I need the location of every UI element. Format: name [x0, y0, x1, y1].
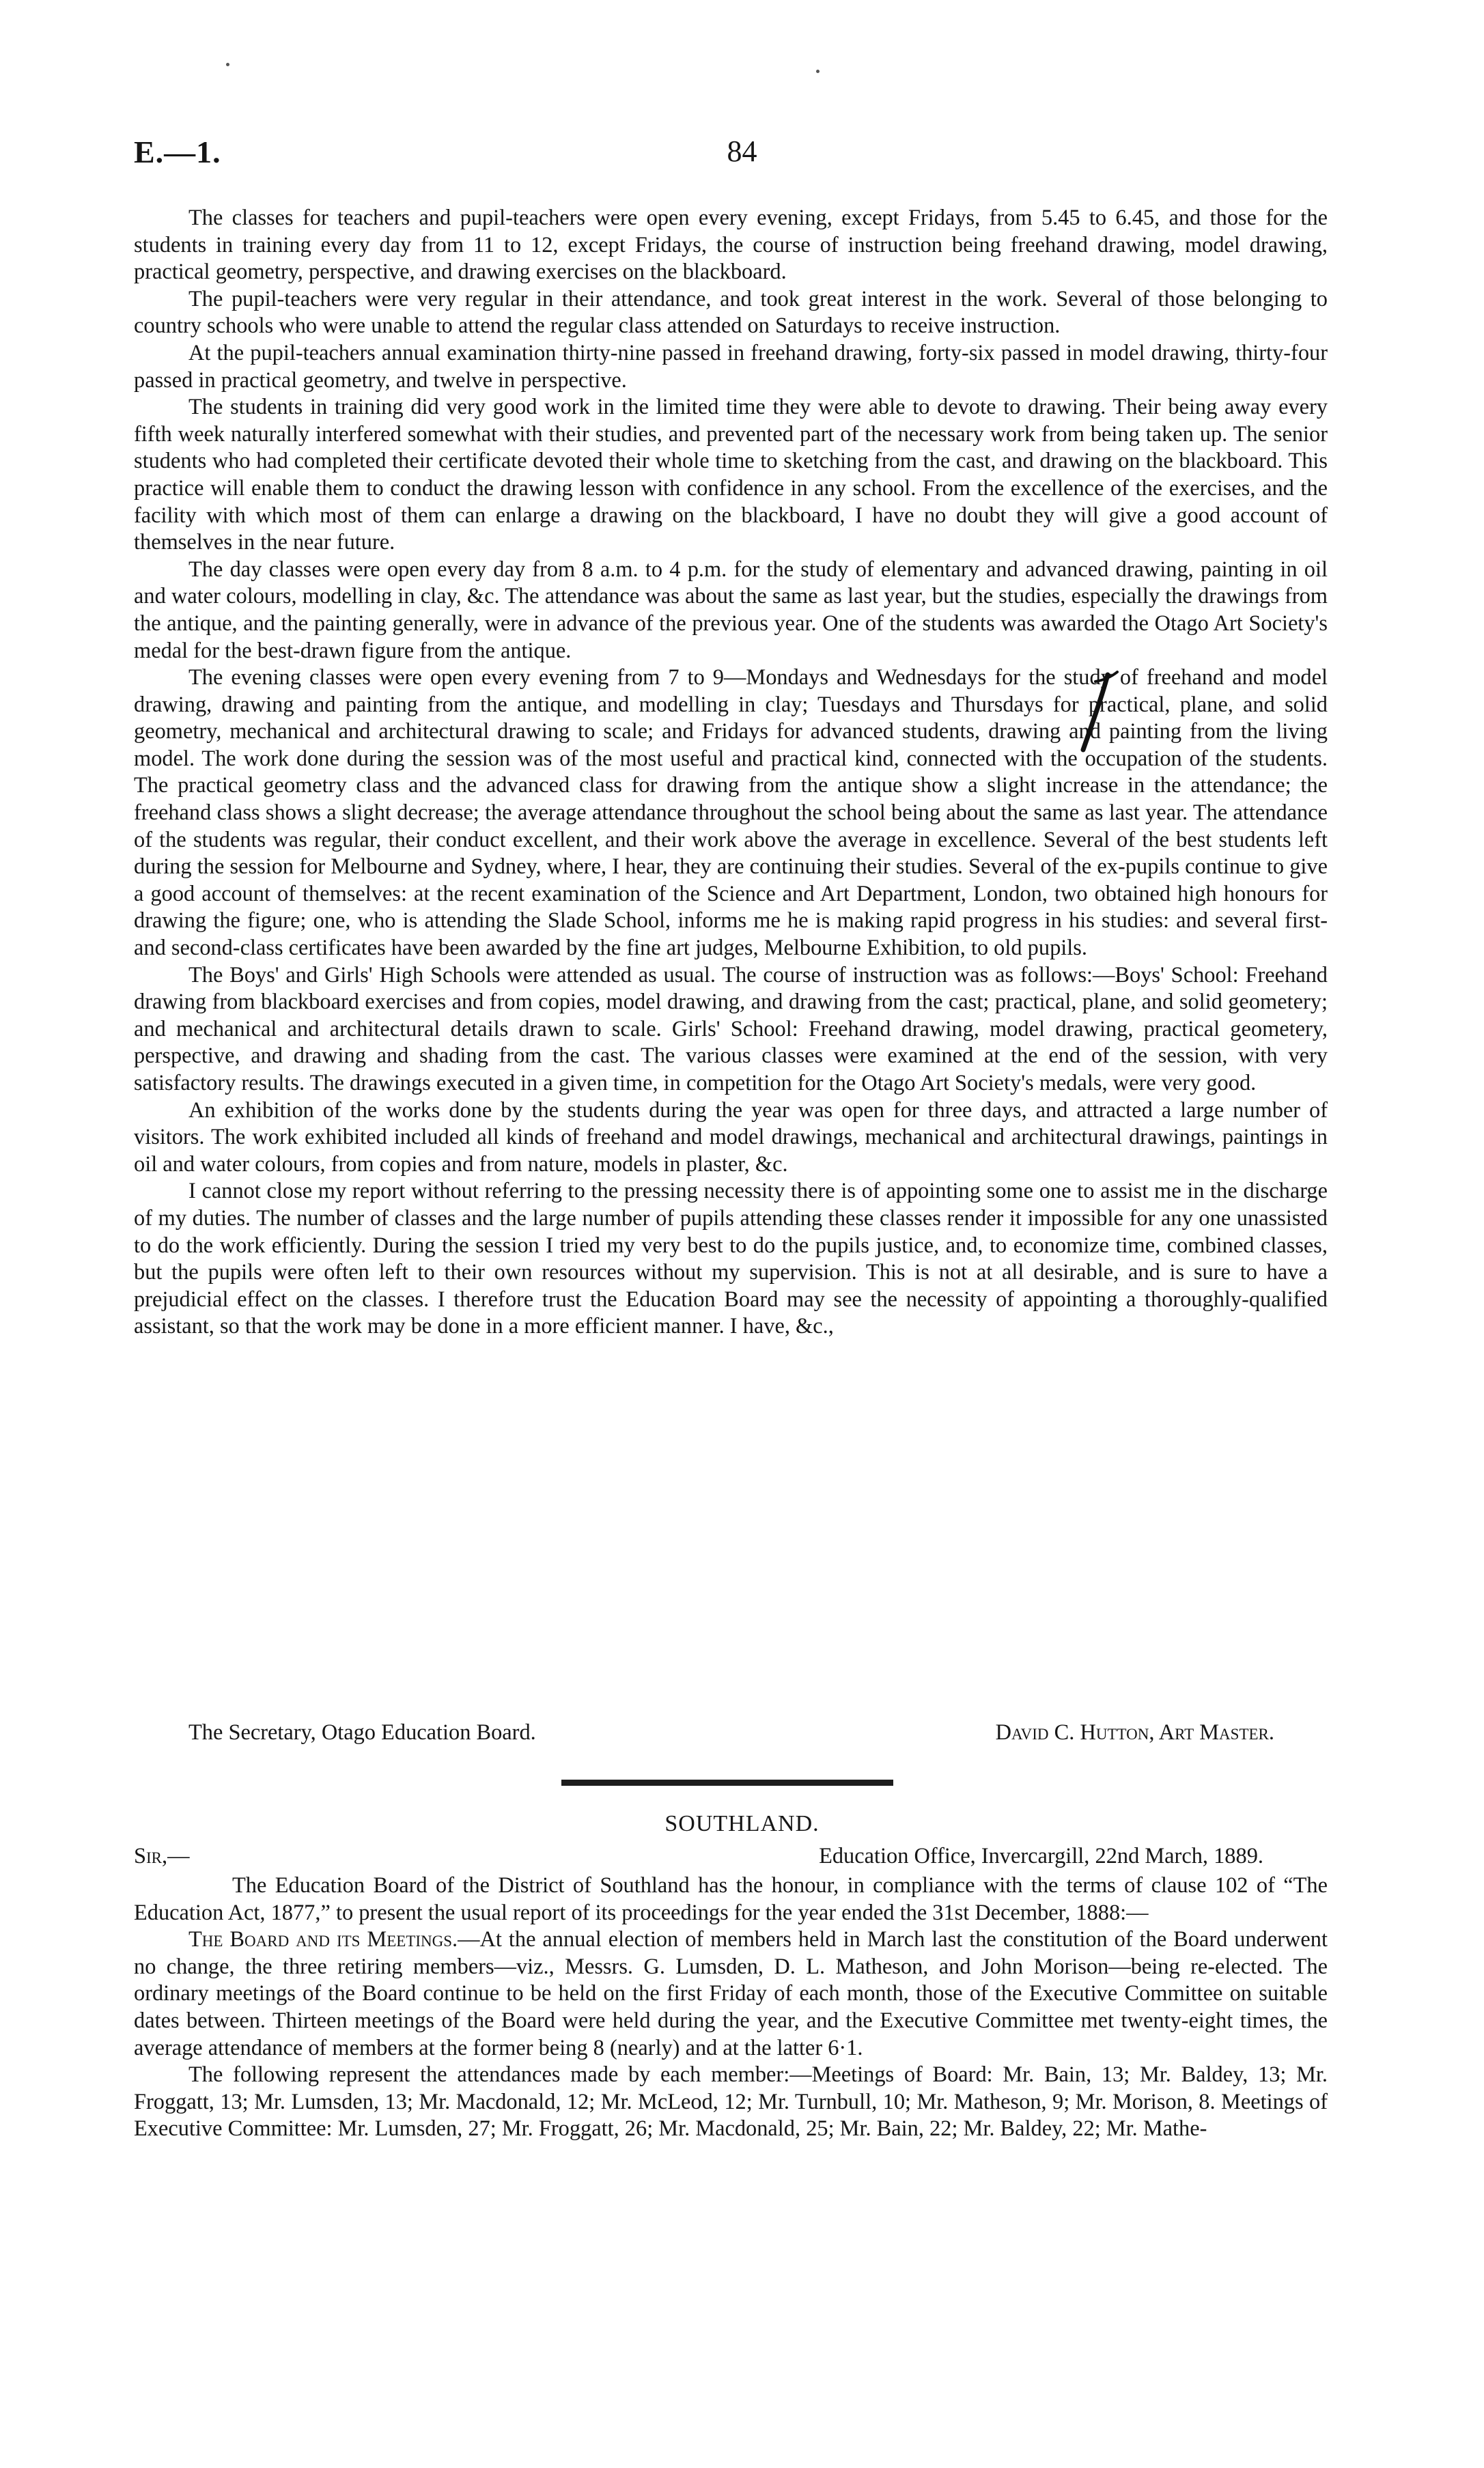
handwritten-tick-mark [1068, 668, 1130, 757]
speck-mark [816, 70, 820, 73]
attendances-paragraph: The following represent the attendances made by each member:—Meetings of Board: Mr. Bain, 13; Mr. Baldey, 13; Mr. Froggatt, 13; Mr. Lumsden, 13; Mr. Macdonald, 12; Mr. McLeod, 12; Mr. Turnbull, 10; Mr. Matheson, 9; Mr. Morison, 8. Meetings of Executive Committee: Mr. Lumsden, 27; Mr. Froggatt, 26; Mr. Macdonald, 25; Mr. Bain, 22; Mr. Baldey, 22; Mr. Mathe- [134, 2062, 1328, 2142]
intro-paragraph: The Education Board of the District of Southland has the honour, in compliance with the terms of clause 102 of “The Education Act, 1877,” to present the usual report of its proceedings for the year ended the 31st December, 1888:— [134, 1873, 1328, 1925]
paragraph: The students in training did very good work in the limited time they were able to devote to drawing. Their being away every fifth week naturally interfered somewhat with their studies, and prevented part of the necessary work from being taken up. The senior students who had completed their certificate devoted their whole time to sketching from the cast, and drawing on the blackboard. This practice will enable them to conduct the drawing lesson with confidence in any school. From the excellence of the exercises, and the facility with which most of them can enlarge a drawing on the blackboard, I have no doubt they will give a good account of themselves in the near future. [134, 395, 1328, 555]
otago-report-body [134, 205, 1328, 1341]
speck-mark [226, 63, 229, 66]
paragraph: The pupil-teachers were very regular in their attendance, and took great interest in the work. Several of those belonging to country schools who were unable to attend the regular class attended on Saturdays to receive instruction. [134, 286, 1328, 339]
salutation: Sir,— [134, 1844, 190, 1868]
meetings-heading: The Board and its Meetings. [188, 1927, 458, 1952]
paragraph: An exhibition of the works done by the students during the year was open for three days, and attracted a large number of visitors. The work exhibited included all kinds of freehand and model drawings, mechanical and architectural drawings, paintings in oil and water colours, from copies and from nature, models in plaster, &c. [134, 1097, 1328, 1177]
document-reference: E.—1. [134, 135, 221, 169]
meetings-text: —At the annual election of members held in March last the constitution of the Board underwent no change, the three retiring members—viz., Messrs. G. Lumsden, D. L. Matheson, and John Morison—being re-elected. The ordinary meetings of the Board continue to be held on the first Friday of each month, those of the Executive Committee on suitable dates between. Thirteen meetings of the Board were held during the year, and the Executive Committee met twenty-eight times, the average attendance of members at the former being 8 (nearly) and at the latter 6·1. [134, 1927, 1328, 2060]
section-title: SOUTHLAND. [664, 1811, 820, 1836]
section-divider [561, 1780, 893, 1786]
page-number: 84 [727, 135, 757, 168]
signature: David C. Hutton, Art Master. [995, 1720, 1274, 1745]
page-header [134, 134, 1350, 182]
paragraph: The Boys' and Girls' High Schools were attended as usual. The course of instruction was as follows:—Boys' School: Freehand drawing from blackboard exercises and from copies, model drawing, and drawing from the cast; practical, plane, and solid geometery; and mechanical and architectural details drawn to scale. Girls' School: Freehand drawing, model drawing, practical geometery, perspective, and drawing and shading from the cast. The various classes were examined at the end of the session, with very satisfactory results. The drawings executed in a given time, in competition for the Otago Art Society's medals, were very good. [134, 962, 1328, 1095]
paragraph: The classes for teachers and pupil-teachers were open every evening, except Fridays, from 5.45 to 6.45, and those for the students in training every day from 11 to 12, except Fridays, the course of instruction being freehand drawing, model drawing, practical geometry, perspective, and drawing exercises on the blackboard. [134, 206, 1328, 285]
addressee: The Secretary, Otago Education Board. [188, 1720, 536, 1745]
location-date: Education Office, Invercargill, 22nd March, 1889. [819, 1844, 1263, 1868]
southland-report-body [134, 1873, 1328, 2143]
meetings-paragraph [134, 1926, 1328, 2062]
paragraph: At the pupil-teachers annual examination thirty-nine passed in freehand drawing, forty-six passed in model drawing, thirty-four passed in practical geometry, and twelve in perspective. [134, 340, 1328, 393]
signoff-line [188, 1720, 1274, 1747]
paragraph: The day classes were open every day from 8 a.m. to 4 p.m. for the study of elementary and advanced drawing, painting in oil and water colours, modelling in clay, &c. The attendance was about the same as last year, but the studies, especially the drawings from the antique, and the painting generally, were in advance of the previous year. One of the students was awarded the Otago Art Society's medal for the best-drawn figure from the antique. [134, 557, 1328, 663]
paragraph: I cannot close my report without referring to the pressing necessity there is of appointing some one to assist me in the discharge of my duties. The number of classes and the large number of pupils attending these classes render it impossible for any one unassisted to do the work efficiently. During the session I tried my very best to do the pupils justice, and, to economize time, combined classes, but the pupils were often left to their own resources without my supervision. This is not at all desirable, and is sure to have a prejudicial effect on the classes. I therefore trust the Education Board may see the necessity of appointing a thoroughly-qualified assistant, so that the work may be done in a more efficient manner. I have, &c., [134, 1179, 1328, 1339]
paragraph: The evening classes were open every evening from 7 to 9—Mondays and Wednesdays for the study of freehand and model drawing, drawing and painting from the antique, and modelling in clay; Tuesdays and Thursdays for practical, plane, and solid geometry, mechanical and architectural drawing to scale; and Fridays for advanced students, drawing and painting from the living model. The work done during the session was of the most useful and practical kind, connected with the occupation of the students. The practical geometry class and the advanced class for drawing from the antique show a slight increase in the attendance; the freehand class shows a slight decrease; the average attendance throughout the school being about the same as last year. The attendance of the students was regular, their conduct excellent, and their work above the average in excellence. Several of the best students left during the session for Melbourne and Sydney, where, I hear, they are continuing their studies. Several of the ex-pupils continue to give a good account of themselves: at the recent examination of the Science and Art Department, London, two obtained high honours for drawing the figure; one, who is attending the Slade School, informs me he is making rapid progress in his studies: and several first- and second-class certificates have been awarded by the fine art judges, Melbourne Exhibition, to old pupils. [134, 665, 1328, 961]
